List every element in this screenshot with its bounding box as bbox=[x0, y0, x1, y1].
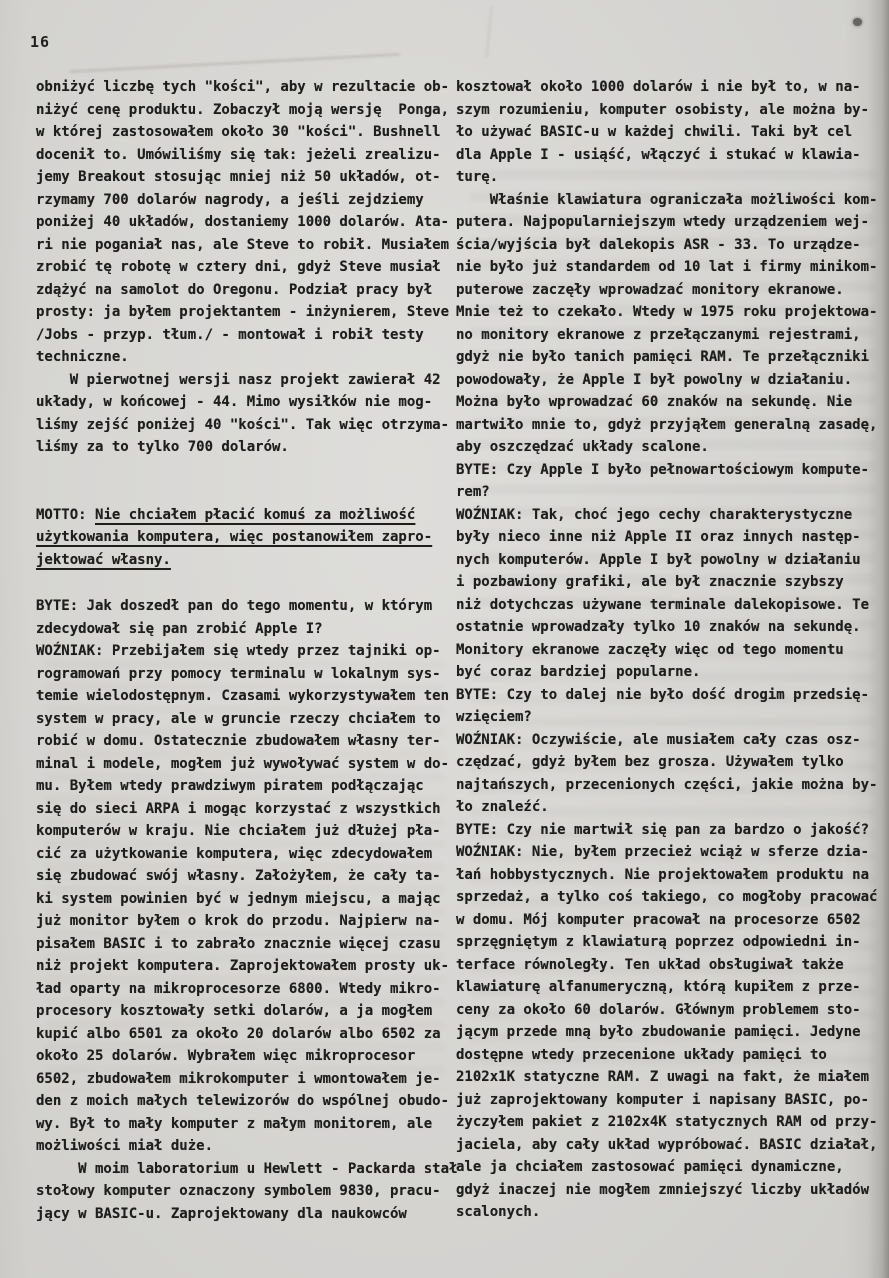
text-line: poniżej 40 układów, dostaniemy 1000 dolarów. Ata- bbox=[36, 214, 450, 230]
text-line: liśmy zejść poniżej 40 "kości". Tak więc otrzyma- bbox=[36, 416, 450, 433]
page-number: 16 bbox=[30, 33, 51, 51]
text-line: ło używać BASIC-u w każdej chwili. Taki był cel bbox=[456, 124, 853, 140]
text-line: techniczne. bbox=[36, 349, 129, 365]
text-line: szym rozumieniu, komputer osobisty, ale można by- bbox=[456, 101, 870, 118]
text-line: jemy Breakout stosując mniej niż 50 układów, ot- bbox=[36, 169, 441, 185]
text-line: putera. Najpopularniejszym wtedy urządzeniem wej- bbox=[456, 214, 870, 230]
text-line: w domu. Mój komputer pracował na procesorze 6502 bbox=[456, 911, 861, 928]
text-line: komputerów w kraju. Nie chciałem już dłużej pła- bbox=[36, 823, 441, 839]
text-line: kupić albo 6501 za około 20 dolarów albo 6502 za bbox=[36, 1025, 441, 1042]
text-line: martwiło mnie to, gdyż przyjąłem generalną zasadę, bbox=[456, 416, 878, 433]
text-line: dla Apple I - usiąść, włączyć i stukać w klawia- bbox=[456, 146, 861, 163]
text-line: terface równoległy. Ten układ obsługiwał także bbox=[456, 956, 844, 973]
text-line: zrobić tę robotę w cztery dni, gdyż Steve musiał bbox=[36, 259, 441, 275]
text-line: dostępne wtedy przecenione układy pamięci to bbox=[456, 1046, 827, 1063]
text-line: W moim laboratorium u Hewlett - Packarda stał bbox=[36, 1160, 458, 1177]
text-line: rem? bbox=[456, 484, 490, 500]
text-line: BYTE: Czy to dalej nie było dość drogim przedsię- bbox=[456, 686, 870, 703]
text-line: temie wielodostępnym. Czasami wykorzystywałem ten bbox=[36, 688, 450, 704]
text-line: pisałem BASIC i to zabrało znacznie więcej czasu bbox=[36, 935, 441, 952]
paper-crease bbox=[70, 53, 400, 72]
text-line: BYTE: Jak doszedł pan do tego momentu, w którym bbox=[36, 598, 433, 614]
ink-speck bbox=[853, 18, 862, 26]
text-line: wy. Był to mały komputer z małym monitorem, ale bbox=[36, 1115, 433, 1132]
text-line: BYTE: Czy Apple I było pełnowartościowym kompute- bbox=[456, 461, 870, 478]
text-line: procesory kosztowały setki dolarów, a ja mogłem bbox=[36, 1003, 433, 1019]
text-line: około 25 dolarów. Wybrałem więc mikroprocesor bbox=[36, 1048, 416, 1064]
text-line: jaciela, aby cały układ wypróbować. BASIC działał, bbox=[456, 1136, 878, 1153]
text-line: w której zastosowałem około 30 "kości". Bushnell bbox=[36, 124, 441, 140]
text-line: już monitor byłem o krok do przodu. Najpierw na- bbox=[36, 913, 441, 929]
text-line: ale ja chciałem zastosować pamięci dynamiczne, bbox=[456, 1159, 844, 1175]
text-line: już zaprojektowany komputer i napisany BASIC, po- bbox=[456, 1091, 870, 1108]
text-line: ki system powinien być w jednym miejscu, a mając bbox=[36, 890, 441, 907]
text-line: WOŹNIAK: Nie, byłem przecież wciąż w sferze dzia- bbox=[456, 844, 870, 860]
text-line bbox=[36, 549, 454, 572]
text-line: minal i modele, mogłem już wywoływać system w do- bbox=[36, 755, 450, 772]
paragraph-block bbox=[456, 76, 886, 1224]
text-line bbox=[36, 526, 454, 549]
text-line: jący w BASIC-u. Zaprojektowany dla naukowców bbox=[36, 1205, 407, 1222]
text-line: stołowy komputer oznaczony symbolem 9830, pracu- bbox=[36, 1183, 441, 1199]
text-line: prosty: ja byłem projektantem - inżynierem, Steve bbox=[36, 304, 450, 320]
text-line: układy, w końcowej - 44. Mimo wysiłków nie mog- bbox=[36, 394, 433, 410]
text-line: scalonych. bbox=[456, 1204, 541, 1220]
text-line: się zbudować swój własny. Założyłem, że cały ta- bbox=[36, 868, 441, 884]
text-line: system w pracy, ale w gruncie rzeczy chciałem to bbox=[36, 710, 441, 727]
paragraph-block bbox=[36, 595, 458, 1225]
text-line: /Jobs - przyp. tłum./ - montował i robił testy bbox=[36, 326, 424, 343]
text-line: no monitory ekranowe z przełączanymi rejestrami, bbox=[456, 326, 861, 343]
text-line: nych komputerów. Apple I był powolny w działaniu bbox=[456, 551, 861, 568]
motto-underlined-text: jektować własny. bbox=[36, 551, 171, 568]
text-line: gdyż inaczej nie mogłem zmniejszyć liczby układów bbox=[456, 1181, 870, 1198]
text-line: mu. Byłem wtedy prawdziwym piratem podłączając bbox=[36, 778, 424, 794]
text-line: Można było wprowadzać 60 znaków na sekundę. Nie bbox=[456, 394, 853, 410]
text-line: Monitory ekranowe zaczęły więc od tego momentu bbox=[456, 641, 844, 658]
text-line: Właśnie klawiatura ograniczała możliwości kom- bbox=[456, 191, 878, 208]
text-line: jącym przede mną było zbudowanie pamięci. Jedyne bbox=[456, 1024, 861, 1040]
text-line: turę. bbox=[456, 169, 499, 185]
text-line: Mnie też to czekało. Wtedy w 1975 roku projektowa- bbox=[456, 304, 878, 320]
text-line: powodowały, że Apple I był powolny w działaniu. bbox=[456, 371, 853, 388]
text-line: obniżyć liczbę tych "kości", aby w rezultacie ob- bbox=[36, 79, 450, 95]
text-line: BYTE: Czy nie martwił się pan za bardzo o jakość? bbox=[456, 821, 870, 838]
text-line: zdecydował się pan zrobić Apple I? bbox=[36, 620, 323, 637]
text-line: nie było już standardem od 10 lat i firmy minikom- bbox=[456, 259, 878, 275]
text-line: ostatnie wprowadzały tylko 10 znaków na sekundę. bbox=[456, 619, 861, 635]
motto-block bbox=[36, 504, 454, 572]
text-line: czędzać, gdyż byłem bez grosza. Używałem tylko bbox=[456, 754, 844, 770]
text-line: sprzedaż, a tylko coś takiego, co mogłoby pracować bbox=[456, 889, 878, 905]
text-line: zdążyć na samolot do Oregonu. Podział pracy był bbox=[36, 281, 433, 298]
text-line: niżyć cenę produktu. Zobaczył moją wersję Ponga, bbox=[36, 101, 450, 118]
text-line: 6502, zbudowałem mikrokomputer i wmontowałem je- bbox=[36, 1070, 441, 1087]
text-line: i pozbawiony grafiki, ale był znacznie szybszy bbox=[456, 574, 844, 590]
text-line: ścia/wyjścia był dalekopis ASR - 33. To urządze- bbox=[456, 236, 861, 253]
text-line: być coraz bardziej popularne. bbox=[456, 664, 701, 680]
text-line: klawiaturę alfanumeryczną, którą kupiłem z prze- bbox=[456, 979, 861, 995]
text-line: robić w domu. Ostatecznie zbudowałem własny ter- bbox=[36, 733, 441, 749]
text-line: W pierwotnej wersji nasz projekt zawierał 42 bbox=[36, 371, 441, 388]
paper-crease bbox=[485, 6, 492, 58]
text-line: WOŹNIAK: Tak, choć jego cechy charakterystyczne bbox=[456, 506, 853, 523]
text-line: 2102x1K statyczne RAM. Z uwagi na fakt, że miałem bbox=[456, 1069, 870, 1085]
text-line: rzymamy 700 dolarów nagrody, a jeśli zejdziemy bbox=[36, 191, 424, 208]
text-line: ri nie poganiał nas, ale Steve to robił. Musiałem bbox=[36, 236, 450, 253]
text-line: najtańszych, przecenionych części, jakie można by- bbox=[456, 776, 878, 793]
text-line: WOŹNIAK: Oczywiście, ale musiałem cały czas osz- bbox=[456, 731, 861, 748]
right-column bbox=[456, 76, 886, 1224]
text-line: kosztował około 1000 dolarów i nie był to, w na- bbox=[456, 79, 861, 95]
text-line: sprzęgniętym z klawiaturą poprzez odpowiedni in- bbox=[456, 934, 861, 950]
text-line: wzięciem? bbox=[456, 709, 532, 725]
text-line: niż projekt komputera. Zaprojektowałem prosty uk- bbox=[36, 958, 450, 974]
left-column bbox=[36, 76, 458, 1225]
text-line: liśmy za to tylko 700 dolarów. bbox=[36, 439, 289, 455]
text-line: docenił to. Umówiliśmy się tak: jeżeli zrealizu- bbox=[36, 146, 441, 163]
text-line: ło znaleźć. bbox=[456, 799, 549, 815]
text-line: WOŹNIAK: Przebijałem się wtedy przez tajniki op- bbox=[36, 643, 441, 659]
text-line: były nieco inne niż Apple II oraz innych następ- bbox=[456, 529, 861, 545]
text-line: ceny za około 60 dolarów. Głównym problemem sto- bbox=[456, 1001, 861, 1018]
text-line: aby oszczędzać układy scalone. bbox=[456, 439, 709, 455]
text-line: możliwości miał duże. bbox=[36, 1138, 214, 1154]
text-line: się do sieci ARPA i mogąc korzystać z wszystkich bbox=[36, 800, 441, 817]
motto-underlined-text: Nie chciałem płacić komuś za możliwość bbox=[95, 506, 416, 523]
motto-label: MOTTO: bbox=[36, 506, 96, 523]
text-line: niż dotychczas używane terminale dalekopisowe. Te bbox=[456, 596, 870, 613]
text-line: puterowe zaczęły wprowadzać monitory ekranowe. bbox=[456, 281, 844, 298]
text-line: cić za użytkowanie komputera, więc zdecydowałem bbox=[36, 845, 433, 862]
text-line: gdyż nie było tanich pamięci RAM. Te przełączniki bbox=[456, 349, 870, 365]
text-line bbox=[36, 504, 454, 527]
text-line: życzyłem pakiet z 2102x4K statycznych RAM od przy- bbox=[456, 1114, 878, 1130]
text-line: ład oparty na mikroprocesorze 6800. Wtedy mikro- bbox=[36, 980, 441, 997]
text-line: rogramowań przy pomocy terminalu w lokalnym sys- bbox=[36, 665, 441, 682]
text-line: den z moich małych telewizorów do wspólnej obudo- bbox=[36, 1093, 450, 1109]
text-line: łań hobbystycznych. Nie projektowałem produktu na bbox=[456, 866, 870, 883]
motto-underlined-text: użytkowania komputera, więc postanowiłem zapro- bbox=[36, 529, 433, 545]
paragraph-block bbox=[36, 76, 454, 459]
